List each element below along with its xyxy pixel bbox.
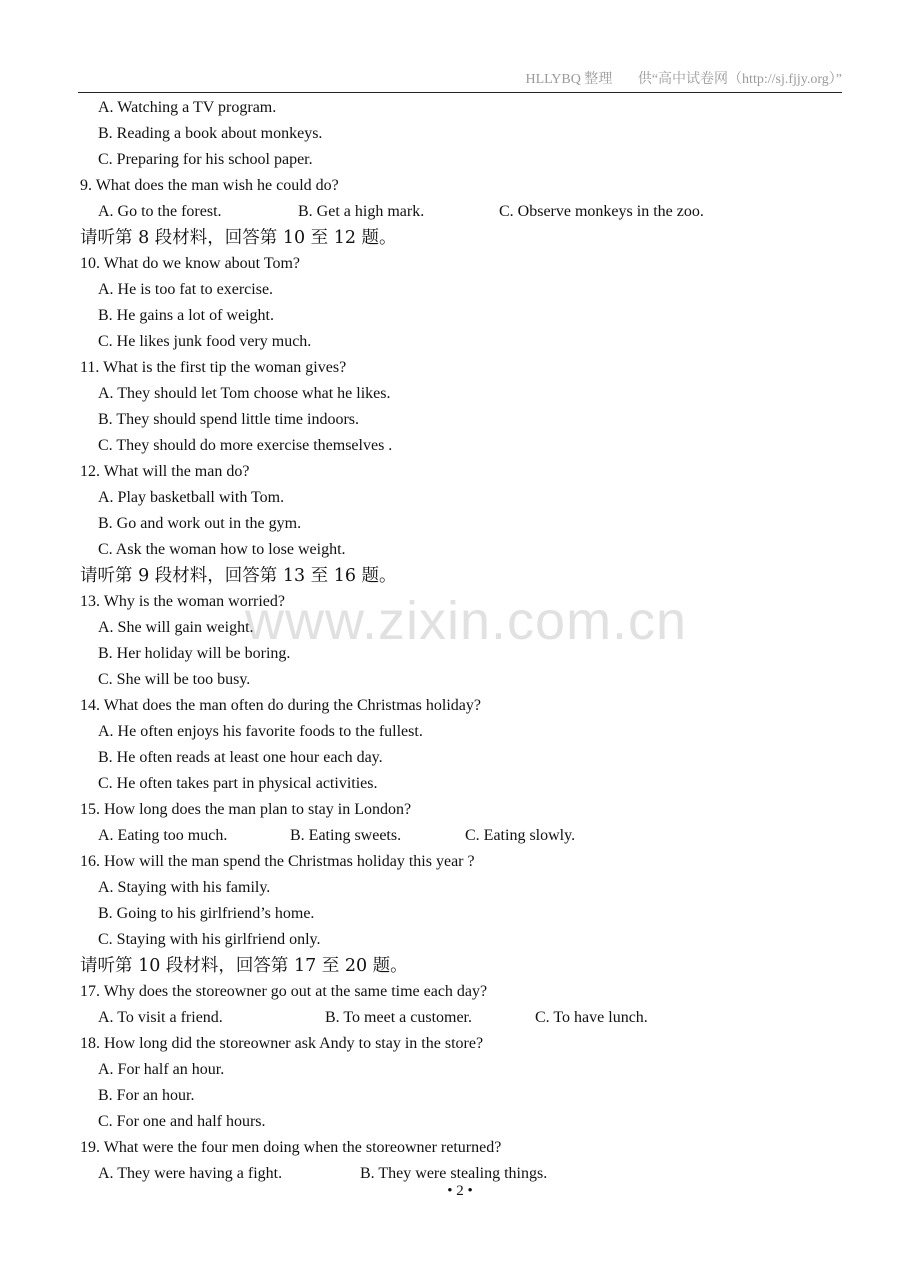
- question-text: 17. Why does the storeowner go out at the same time each day?: [80, 983, 488, 1000]
- option-text: A. Staying with his family.: [98, 879, 271, 896]
- option-text: B. They should spend little time indoors.: [98, 411, 360, 428]
- question-text: 14. What does the man often do during the Christmas holiday?: [80, 697, 481, 714]
- option-text: B. Her holiday will be boring.: [98, 645, 291, 662]
- question-text: 12. What will the man do?: [80, 463, 250, 480]
- option-text: A. Go to the forest.: [98, 203, 222, 220]
- section-instruction: 请听第 8 段材料，回答第 10 至 12 题。: [80, 228, 397, 248]
- option-text: C. To have lunch.: [535, 1009, 648, 1026]
- option-text: C. He likes junk food very much.: [98, 333, 312, 350]
- option-text: B. Reading a book about monkeys.: [98, 125, 323, 142]
- option-text: C. For one and half hours.: [98, 1113, 266, 1130]
- option-text: A. He is too fat to exercise.: [98, 281, 274, 298]
- question-text: 19. What were the four men doing when the storeowner returned?: [80, 1139, 502, 1156]
- option-text: A. Watching a TV program.: [98, 99, 277, 116]
- option-text: C. He often takes part in physical activities.: [98, 775, 378, 792]
- option-text: B. Go and work out in the gym.: [98, 515, 302, 532]
- page-number: • 2 •: [447, 1183, 473, 1199]
- option-text: A. Play basketball with Tom.: [98, 489, 285, 506]
- option-text: A. Eating too much.: [98, 827, 228, 844]
- section-instruction: 请听第 9 段材料，回答第 13 至 16 题。: [80, 566, 397, 586]
- option-text: A. She will gain weight.: [98, 619, 254, 636]
- question-text: 11. What is the first tip the woman gives?: [80, 359, 347, 376]
- option-text: B. Get a high mark.: [298, 203, 425, 220]
- section-instruction: 请听第 10 段材料，回答第 17 至 20 题。: [80, 956, 408, 976]
- option-text: C. Observe monkeys in the zoo.: [499, 203, 704, 220]
- option-text: B. He often reads at least one hour each day.: [98, 749, 383, 766]
- question-text: 15. How long does the man plan to stay in London?: [80, 801, 412, 818]
- option-text: B. Going to his girlfriend’s home.: [98, 905, 315, 922]
- option-text: C. She will be too busy.: [98, 671, 251, 688]
- option-text: A. For half an hour.: [98, 1061, 225, 1078]
- option-text: B. Eating sweets.: [290, 827, 402, 844]
- header-left: HLLYBQ 整理: [525, 72, 613, 87]
- option-text: A. He often enjoys his favorite foods to the fullest.: [98, 723, 423, 740]
- option-text: B. He gains a lot of weight.: [98, 307, 274, 324]
- inline-options-row: [80, 823, 860, 849]
- option-text: A. They should let Tom choose what he likes.: [98, 385, 391, 402]
- question-text: 18. How long did the storeowner ask Andy to stay in the store?: [80, 1035, 484, 1052]
- option-text: C. Eating slowly.: [465, 827, 576, 844]
- option-text: B. For an hour.: [98, 1087, 195, 1104]
- question-text: 9. What does the man wish he could do?: [80, 177, 339, 194]
- option-text: C. They should do more exercise themselves .: [98, 437, 393, 454]
- option-text: C. Preparing for his school paper.: [98, 151, 313, 168]
- option-text: A. They were having a fight.: [98, 1165, 283, 1182]
- option-text: C. Ask the woman how to lose weight.: [98, 541, 346, 558]
- question-text: 16. How will the man spend the Christmas holiday this year ?: [80, 853, 475, 870]
- option-text: A. To visit a friend.: [98, 1009, 223, 1026]
- inline-options-row: [80, 199, 860, 225]
- question-list: [80, 95, 860, 1187]
- watermark: www.zixin.com.cn: [245, 591, 688, 651]
- header-right: 供“高中试卷网（http://sj.fjjy.org）”: [637, 72, 842, 87]
- option-text: C. Staying with his girlfriend only.: [98, 931, 321, 948]
- page-header: [78, 68, 842, 93]
- option-text: B. To meet a customer.: [325, 1009, 472, 1026]
- question-text: 10. What do we know about Tom?: [80, 255, 301, 272]
- question-text: 13. Why is the woman worried?: [80, 593, 285, 610]
- option-text: B. They were stealing things.: [360, 1165, 548, 1182]
- inline-options-row: [80, 1005, 860, 1031]
